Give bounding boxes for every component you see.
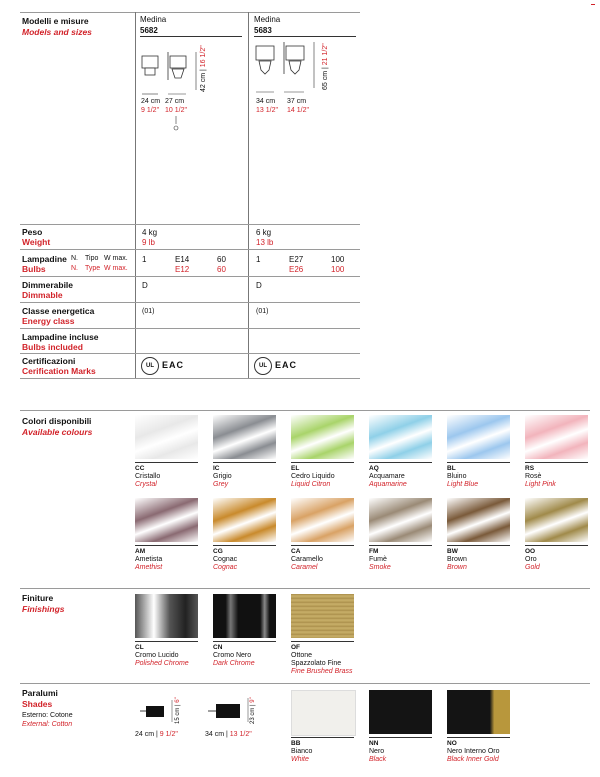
bulbs-type: E14	[175, 255, 190, 264]
colour-swatch-rule	[213, 462, 276, 463]
bulbs-n: 1	[142, 255, 147, 264]
colour-swatch-rule	[135, 545, 198, 546]
colour-name-en: Crystal	[135, 481, 157, 488]
colour-name-en: Caramel	[291, 564, 318, 571]
bulbs-wmax-header: W max.	[104, 255, 128, 262]
colours-label: Colori disponibili	[22, 416, 92, 426]
rule-bottom	[20, 378, 360, 379]
rule-finishes	[20, 588, 590, 589]
colour-swatch-aq[interactable]	[369, 415, 432, 459]
colour-name-en: Cognac	[213, 564, 238, 571]
colour-code: CG	[213, 548, 223, 555]
dimmable-label: Dimmerabile	[22, 280, 74, 290]
weight-label-en: Weight	[22, 237, 51, 247]
colour-name: Bluino	[447, 473, 467, 480]
ul-mark-icon: UL	[141, 357, 159, 375]
shade-large-width-in: 13 1/2"	[229, 731, 252, 738]
finish-code: CL	[135, 644, 144, 651]
model-name: Medina	[140, 15, 167, 24]
shade-name: Nero Interno Oro	[447, 748, 500, 755]
colour-name-en: Light Pink	[525, 481, 556, 488]
shade-small-height-in: 6"	[175, 697, 181, 703]
finish-swatch-cl[interactable]	[135, 594, 198, 638]
finish-swatch-cn[interactable]	[213, 594, 276, 638]
bulbs-type-header: Tipo	[85, 255, 99, 262]
rule-top	[20, 12, 360, 13]
col-divider-2	[248, 12, 249, 378]
rule-energy	[20, 302, 360, 303]
dimmable-label-en: Dimmable	[22, 290, 63, 300]
colour-code: RS	[525, 465, 535, 472]
shade-small-height-cm: 15 cm	[175, 707, 181, 724]
finishes-label: Finiture	[22, 593, 54, 603]
shade-code: NN	[369, 740, 379, 747]
shade-name: Nero	[369, 748, 385, 755]
colour-code: FM	[369, 548, 379, 555]
shade-large-height-in: 9"	[250, 697, 256, 703]
shade-swatch-bb[interactable]	[291, 690, 356, 736]
colour-swatch-oo[interactable]	[525, 498, 588, 542]
colour-name-en: Amethist	[135, 564, 163, 571]
shade-small-width-cm: 24 cm	[135, 731, 155, 738]
bulbs-type-header-en: Type	[85, 265, 101, 272]
colour-swatch-rs[interactable]	[525, 415, 588, 459]
rule-shades	[20, 683, 590, 684]
colour-code: BW	[447, 548, 458, 555]
weight-kg: 6 kg	[256, 228, 272, 237]
shade-large-height: 23 cm | 9"	[250, 697, 256, 724]
model-code: 5682	[140, 26, 158, 35]
model-5682-width2-in: 10 1/2"	[165, 107, 187, 114]
weight-lb: 13 lb	[256, 238, 274, 247]
rule-cert	[20, 353, 360, 354]
finish-name-en: Fine Brushed Brass	[291, 668, 353, 675]
finish-name-line2: Spazzolato Fine	[291, 660, 342, 667]
page-corner-mark	[591, 0, 595, 5]
shade-large-height-cm: 23 cm	[250, 707, 256, 724]
colour-swatch-rule	[369, 545, 432, 546]
models-label: Modelli e misure	[22, 16, 89, 26]
rule-weight	[20, 224, 360, 225]
colour-name-en: Aquamarine	[369, 481, 407, 488]
colour-name: Cognac	[213, 556, 238, 563]
shades-label: Paralumi	[22, 688, 58, 698]
colour-name: Ametista	[135, 556, 163, 563]
col-divider-1	[135, 12, 136, 378]
model-code: 5683	[254, 26, 272, 35]
bulbs-type: E27	[289, 255, 304, 264]
finish-name: Cromo Lucido	[135, 652, 179, 659]
colour-name-en: Light Blue	[447, 481, 479, 488]
bulbs-n-header: N.	[71, 255, 78, 262]
bulbs-n-header-en: N.	[71, 265, 78, 272]
colour-swatch-fm[interactable]	[369, 498, 432, 542]
finish-name: Ottone	[291, 652, 313, 659]
energy-value: (01)	[142, 308, 155, 315]
colour-swatch-el[interactable]	[291, 415, 354, 459]
colour-name: Brown	[447, 556, 467, 563]
model-5683-width2: 37 cm	[287, 98, 307, 105]
shade-large-width: 34 cm | 13 1/2"	[205, 731, 252, 738]
models-label-en: Models and sizes	[22, 27, 92, 37]
colour-name: Grigio	[213, 473, 232, 480]
energy-value: (01)	[256, 308, 269, 315]
colour-swatch-bw[interactable]	[447, 498, 510, 542]
colour-code: OO	[525, 548, 536, 555]
finishes-label-en: Finishings	[22, 604, 65, 614]
model-5683-height: 65 cm | 21 1/2"	[322, 43, 329, 90]
colour-swatch-rule	[369, 462, 432, 463]
bulbs-label-en: Bulbs	[22, 264, 46, 274]
colour-code: CA	[291, 548, 301, 555]
rule-included	[20, 328, 360, 329]
shade-code: BB	[291, 740, 301, 747]
colour-swatch-rule	[447, 545, 510, 546]
bulbs-w-en: 60	[217, 265, 226, 274]
finish-code: CN	[213, 644, 223, 651]
model-5682-height-in: 16 1/2"	[200, 45, 207, 68]
colour-name: Oro	[525, 556, 537, 563]
shade-swatch-rule	[447, 737, 510, 738]
colour-name: Acquamare	[369, 473, 405, 480]
cert-label-en: Cerification Marks	[22, 366, 96, 376]
model-5683-width2-in: 14 1/2"	[287, 107, 309, 114]
colour-swatch-rule	[291, 545, 354, 546]
model-5682-height-cm: 42 cm	[200, 72, 207, 92]
colour-code: CC	[135, 465, 145, 472]
colour-name-en: Grey	[213, 481, 229, 488]
dimmable-value: D	[256, 281, 262, 290]
weight-label: Peso	[22, 227, 43, 237]
colour-swatch-am[interactable]	[135, 498, 198, 542]
bulbs-w: 60	[217, 255, 226, 264]
shade-small-width-in: 9 1/2"	[159, 731, 178, 738]
colour-swatch-cc[interactable]	[135, 415, 198, 459]
colour-code: IC	[213, 465, 220, 472]
colour-name: Fumè	[369, 556, 387, 563]
colour-name: Caramello	[291, 556, 323, 563]
bulbs-type-en: E26	[289, 265, 304, 274]
shade-swatch-no[interactable]	[447, 690, 510, 734]
colour-swatch-ic[interactable]	[213, 415, 276, 459]
shade-small-height: 15 cm | 6"	[175, 697, 181, 724]
model-code-rule	[254, 36, 356, 37]
shade-name: Bianco	[291, 748, 313, 755]
cert-label: Certificazioni	[22, 356, 76, 366]
finish-swatch-rule	[135, 641, 198, 642]
model-5682-height: 42 cm | 16 1/2"	[200, 45, 207, 92]
energy-label-en: Energy class	[22, 316, 75, 326]
finish-name: Cromo Nero	[213, 652, 252, 659]
shade-name-en: White	[291, 756, 309, 763]
model-5683-height-cm: 65 cm	[322, 70, 329, 90]
colour-name-en: Smoke	[369, 564, 391, 571]
colour-code: BL	[447, 465, 456, 472]
shade-large-width-cm: 34 cm	[205, 731, 225, 738]
colour-swatch-cg[interactable]	[213, 498, 276, 542]
finish-swatch-rule	[213, 641, 276, 642]
model-5682-width1-in: 9 1/2"	[141, 107, 160, 114]
finish-name-en: Dark Chrome	[213, 660, 255, 667]
colour-code: EL	[291, 465, 300, 472]
included-label-en: Bulbs included	[22, 342, 83, 352]
rule-dimmable	[20, 276, 360, 277]
colour-name-en: Liquid Citron	[291, 481, 331, 488]
colour-name: Rosè	[525, 473, 542, 480]
rule-colours	[20, 410, 590, 411]
bulbs-w-en: 100	[331, 265, 345, 274]
rule-bulbs	[20, 249, 360, 250]
model-5682-width1: 24 cm	[141, 98, 161, 105]
colour-swatch-rule	[135, 462, 198, 463]
shade-name-en: Black Inner Gold	[447, 756, 499, 763]
colour-name-en: Gold	[525, 564, 540, 571]
bulbs-wmax-header-en: W max.	[104, 265, 128, 272]
model-5682-width2: 27 cm	[165, 98, 185, 105]
ul-mark-icon: UL	[254, 357, 272, 375]
colour-swatch-rule	[525, 545, 588, 546]
colour-name-en: Brown	[447, 564, 467, 571]
shade-small-width: 24 cm | 9 1/2"	[135, 731, 178, 738]
shade-swatch-nn[interactable]	[369, 690, 432, 734]
finish-swatch-of[interactable]	[291, 594, 354, 638]
colour-name: Cedro Liquido	[291, 473, 335, 480]
colour-swatch-ca[interactable]	[291, 498, 354, 542]
shades-material-en: External: Cotton	[22, 721, 73, 728]
finish-swatch-rule	[291, 641, 354, 642]
colour-swatch-rule	[213, 545, 276, 546]
eac-mark-icon: EAC	[162, 360, 185, 370]
model-code-rule	[140, 36, 242, 37]
shade-name-en: Black	[369, 756, 387, 763]
weight-lb: 9 lb	[142, 238, 155, 247]
bulbs-type-en: E12	[175, 265, 190, 274]
dimmable-value: D	[142, 281, 148, 290]
colours-label-en: Available colours	[22, 427, 93, 437]
colour-code: AM	[135, 548, 146, 555]
colour-swatch-bl[interactable]	[447, 415, 510, 459]
shade-swatch-rule	[291, 737, 354, 738]
eac-mark-icon: EAC	[275, 360, 298, 370]
finish-code: OF	[291, 644, 301, 651]
shades-material: Esterno: Cotone	[22, 712, 73, 719]
shades-label-en: Shades	[22, 699, 53, 709]
included-label: Lampadine incluse	[22, 332, 99, 342]
model-name: Medina	[254, 15, 281, 24]
bulbs-w: 100	[331, 255, 345, 264]
colour-name: Cristallo	[135, 473, 161, 480]
colour-code: AQ	[369, 465, 379, 472]
energy-label: Classe energetica	[22, 306, 95, 316]
weight-kg: 4 kg	[142, 228, 158, 237]
finish-name-en: Polished Chrome	[135, 660, 189, 667]
colour-swatch-rule	[291, 462, 354, 463]
shade-swatch-rule	[369, 737, 432, 738]
shade-code: NO	[447, 740, 457, 747]
bulbs-label: Lampadine	[22, 254, 67, 264]
model-5683-width1: 34 cm	[256, 98, 276, 105]
model-5683-width1-in: 13 1/2"	[256, 107, 278, 114]
colour-swatch-rule	[525, 462, 588, 463]
colour-swatch-rule	[447, 462, 510, 463]
bulbs-n: 1	[256, 255, 261, 264]
model-5683-height-in: 21 1/2"	[322, 43, 329, 66]
